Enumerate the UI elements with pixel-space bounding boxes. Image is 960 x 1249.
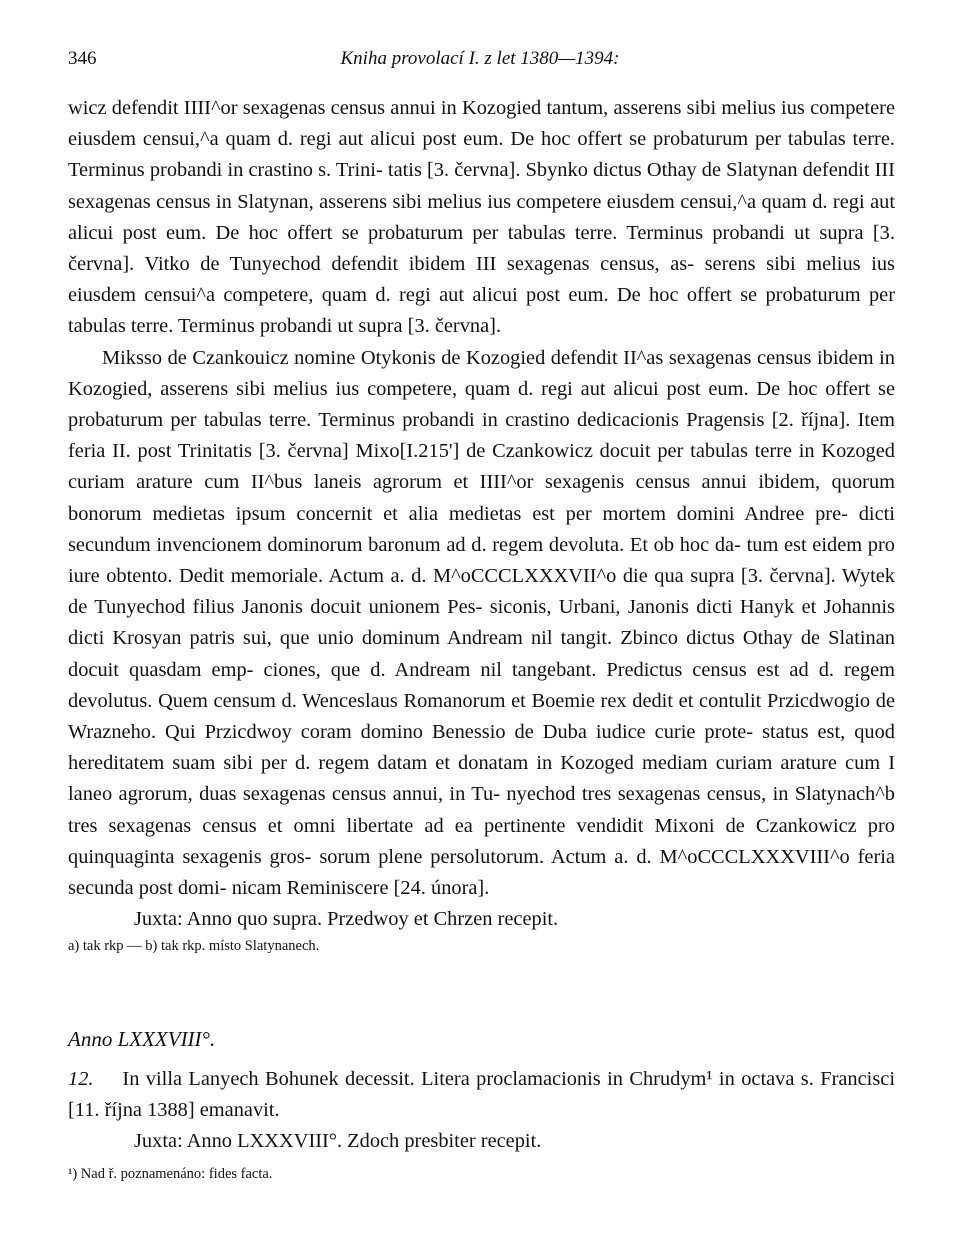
text-line: wicz defendit IIII^or sexagenas census annui in Kozogied tantum, asserens sibi [68, 97, 717, 119]
text-line: ciones, que d. Andream nil tangebant. Predictus census est ad d. regem devolutus. [68, 658, 895, 712]
text-line: siconis, Urbani, Janonis dicti Hanyk et Johannis dicti Krosyan patris sui, que unio [68, 596, 895, 650]
main-text [68, 93, 895, 957]
paragraph-1 [68, 93, 895, 343]
page-header [68, 48, 892, 74]
text-line: mediam curiam arature cum I laneo agrorum, duas sexagenas census annui, in Tu- [68, 752, 895, 806]
page-number: 346 [68, 48, 97, 69]
text-line: qua supra [3. června]. Wytek de Tunyechod filius Janonis docuit unionem Pes- [68, 565, 895, 619]
text-line: In villa Lanyech Bohunek decessit. Litera proclamacionis in Chrudym¹ in [122, 1068, 735, 1090]
text-line: status est, quod hereditatem suam sibi per d. regem datam et donatam in Kozoged [68, 721, 895, 775]
entry-paragraph [68, 1064, 895, 1126]
text-line: De hoc offert se probaturum per tabulas terre. Terminus probandi ut supra [3. června]. [68, 284, 895, 338]
running-title: Kniha provolací I. z let 1380—1394: [340, 48, 620, 69]
text-line: dominum Andream nil tangit. Zbinco dictus Othay de Slatinan docuit quasdam emp- [68, 627, 895, 681]
text-line: offert se probaturum per tabulas terre. Terminus probandi in crastino s. Trini- [68, 128, 895, 182]
footnote: a) tak rkp — b) tak rkp. místo Slatynanech. [68, 938, 320, 955]
text-line: melius ius competere eiusdem censui,^a quam d. regi aut alicui post eum. De hoc [68, 97, 895, 151]
text-line: tatis [3. června]. Sbynko dictus Othay de Slatynan defendit III sexagenas census in [68, 159, 895, 213]
text-line: post eum. De hoc offert se probaturum per tabulas terre. Terminus probandi in [68, 377, 895, 432]
paragraph-2 [68, 343, 895, 905]
text-line: nyechod tres sexagenas census, in Slatynach^b tres sexagenas census et omni libertate [68, 783, 896, 837]
footnote: ¹) Nad ř. poznamenáno: fides facta. [68, 1165, 273, 1182]
text-line: dicti secundum invencionem dominorum baronum ad d. regem devoluta. Et ob hoc da- [68, 502, 895, 556]
text-line: serens sibi melius ius eiusdem censui^a competere, quam d. regi aut alicui post eum. [68, 253, 895, 307]
text-line: nicam Reminiscere [24. února]. [231, 877, 490, 900]
text-line: octava s. Francisci [11. října 1388] emanavit. [68, 1068, 895, 1122]
text-line: supra [3. června]. Vitko de Tunyechod defendit ibidem III sexagenas census, as- [68, 221, 895, 276]
text-line: ad ea pertinente vendidit Mixoni de Czankowicz pro quinquaginta sexagenis gros- [68, 814, 895, 868]
entry-12 [68, 1064, 895, 1185]
text-line: sorum plene persolutorum. Actum a. d. M^oCCCLXXXVIII^o feria secunda post domi- [68, 845, 895, 900]
juxta-note: Juxta: Anno quo supra. Przedwoy et Chrzen recepit. [134, 908, 559, 931]
text-line: tum est eidem pro iure obtento. Dedit memoriale. Actum a. d. M^oCCCLXXXVII^o die [68, 533, 895, 588]
text-line: ibidem in Kozogied, asserens sibi melius ius competere, quam d. regi aut alicui [68, 346, 895, 400]
text-line: Miksso de Czankouicz nomine Otykonis de Kozogied defendit II^as sexagenas census [102, 346, 812, 369]
entry-number: 12. [68, 1068, 94, 1090]
year-heading: Anno LXXXVIII°. [68, 1027, 216, 1051]
text-line: cum II^bus laneis agrorum et IIII^or sexagenis census annui ibidem, quorum [204, 471, 895, 494]
text-line: Slatynan, asserens sibi melius ius competere eiusdem censui,^a quam d. regi aut alicui [68, 190, 895, 244]
text-line: Quem censum d. Wenceslaus Romanorum et Boemie rex dedit et contulit Przicdwogio [158, 689, 871, 712]
text-line: crastino dedicacionis Pragensis [2. října]. Item feria II. post Trinitatis [3. června] [68, 409, 896, 463]
text-line: bonorum medietas ipsum concernit et alia medietas est per mortem domini Andree pre- [68, 502, 848, 525]
text-line: Mixo[I.215'] de Czankowicz docuit per tabulas terre in Kozoged curiam arature [68, 440, 895, 494]
juxta-note: Juxta: Anno LXXXVIII°. Zdoch presbiter recepit. [134, 1130, 542, 1153]
text-line: de Wrazneho. Qui Przicdwoy coram domino Benessio de Duba iudice curie prote- [68, 689, 895, 744]
text-line: post eum. De hoc offert se probaturum per tabulas terre. Terminus probandi ut [122, 221, 811, 244]
